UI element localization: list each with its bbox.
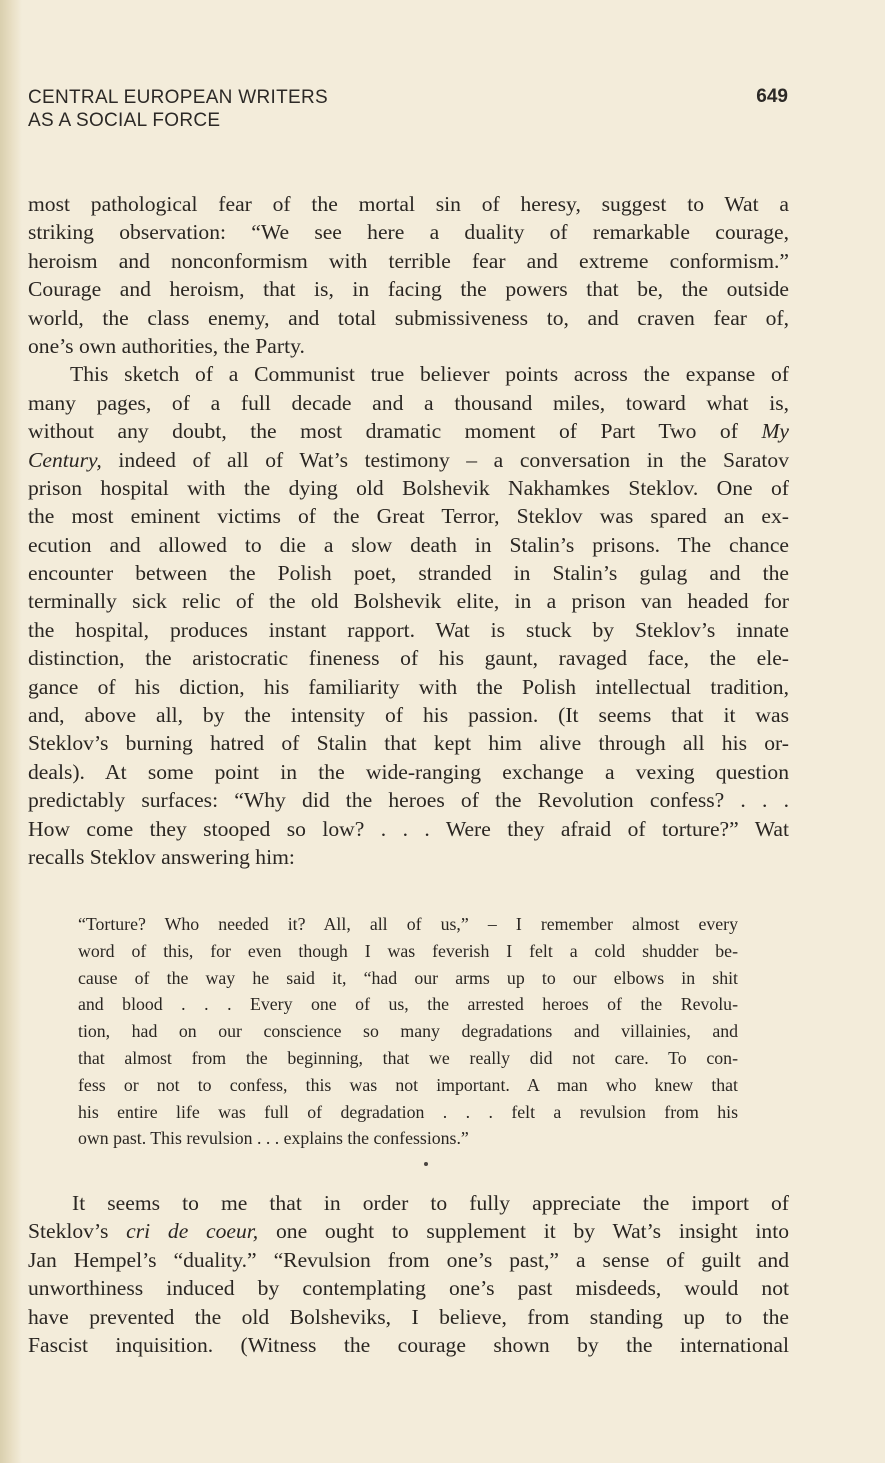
quote-line: tion, had on our conscience so many degradations and villainies, and <box>78 1021 738 1042</box>
running-title-line-1: CENTRAL EUROPEAN WRITERS <box>28 87 328 108</box>
text-line: many pages, of a full decade and a thousand miles, toward what is, <box>28 390 789 415</box>
text-line: predictably surfaces: “Why did the heroes of the Revolution confess? . . . <box>28 788 789 813</box>
quote-line: “Torture? Who needed it? All, all of us,” – I remember almost every <box>78 914 738 934</box>
text-line: Jan Hempel’s “duality.” “Revulsion from one’s past,” a sense of guilt and <box>28 1247 789 1272</box>
text-line: Courage and heroism, that is, in facing the powers that be, the outside <box>28 277 789 302</box>
text-run: without any doubt, the most dramatic moment of Part Two of <box>28 419 738 444</box>
text-line: recalls Steklov answering him: <box>28 844 295 869</box>
running-head <box>28 86 788 132</box>
text-run: indeed of all of Wat’s testimony – a conversation in the Saratov <box>118 447 789 472</box>
text-line: Fascist inquisition. (Witness the courage shown by the international <box>28 1332 789 1357</box>
page-gutter-shadow <box>0 0 22 1463</box>
text-line: the most eminent victims of the Great Terror, Steklov was spared an ex- <box>28 504 789 529</box>
section-break-dot <box>424 1162 428 1166</box>
text-line: most pathological fear of the mortal sin of heresy, suggest to Wat a <box>28 192 789 216</box>
body-text <box>28 190 789 871</box>
phrase-italic: cri de coeur, <box>126 1219 259 1244</box>
text-line: unworthiness induced by contemplating one’s past misdeeds, would not <box>28 1276 789 1301</box>
text-line <box>28 446 789 474</box>
text-line: gance of his diction, his familiarity with the Polish intellectual tradition, <box>28 674 789 699</box>
text-line: one’s own authorities, the Party. <box>28 333 305 358</box>
text-line: Steklov’s burning hatred of Stalin that kept him alive through all his or- <box>28 731 789 756</box>
quote-line: and blood . . . Every one of us, the arrested heroes of the Revolu- <box>78 994 738 1015</box>
text-line: have prevented the old Bolsheviks, I believe, from standing up to the <box>28 1304 789 1329</box>
text-line: deals). At some point in the wide-ranging exchange a vexing question <box>28 759 789 784</box>
text-line: It seems to me that in order to fully appreciate the import of <box>72 1191 789 1215</box>
body-text-continued <box>28 1189 789 1359</box>
text-run: one ought to supplement it by Wat’s insight into <box>275 1219 789 1244</box>
text-line <box>28 417 789 445</box>
quote-line: own past. This revulsion . . . explains the confessions.” <box>78 1128 469 1149</box>
text-line: striking observation: “We see here a duality of remarkable courage, <box>28 220 789 245</box>
book-title-italic: Century, <box>28 447 102 472</box>
text-line: world, the class enemy, and total submissiveness to, and craven fear of, <box>28 305 789 330</box>
text-line: encounter between the Polish poet, stranded in Stalin’s gulag and the <box>28 561 789 586</box>
running-title-line-2: AS A SOCIAL FORCE <box>28 110 221 131</box>
text-run: Steklov’s <box>28 1219 109 1244</box>
quote-line: word of this, for even though I was feverish I felt a cold shudder be- <box>78 940 738 961</box>
text-line: How come they stooped so low? . . . Were they afraid of torture?” Wat <box>28 816 789 841</box>
text-line: prison hospital with the dying old Bolshevik Nakhamkes Steklov. One of <box>28 475 789 500</box>
quote-line: fess or not to confess, this was not important. A man who knew that <box>78 1074 738 1095</box>
page-number: 649 <box>756 86 788 107</box>
quote-line: his entire life was full of degradation . . . felt a revulsion from his <box>78 1101 738 1122</box>
block-quotation <box>78 911 738 1152</box>
text-line: heroism and nonconformism with terrible fear and extreme conformism.” <box>28 248 789 273</box>
text-line: ecution and allowed to die a slow death in Stalin’s prisons. The chance <box>28 532 789 557</box>
text-line: distinction, the aristocratic fineness of his gaunt, ravaged face, the ele- <box>28 646 789 671</box>
book-title-italic: My <box>761 419 790 444</box>
text-line: the hospital, produces instant rapport. Wat is stuck by Steklov’s innate <box>28 617 789 642</box>
quote-line: cause of the way he said it, “had our arms up to our elbows in shit <box>78 967 738 988</box>
text-line: and, above all, by the intensity of his passion. (It seems that it was <box>28 703 789 728</box>
text-line <box>28 1217 789 1245</box>
text-line: This sketch of a Communist true believer points across the expanse of <box>70 362 789 387</box>
text-line: terminally sick relic of the old Bolshevik elite, in a prison van headed for <box>28 589 789 614</box>
quote-line: that almost from the beginning, that we really did not care. To con- <box>78 1047 738 1068</box>
